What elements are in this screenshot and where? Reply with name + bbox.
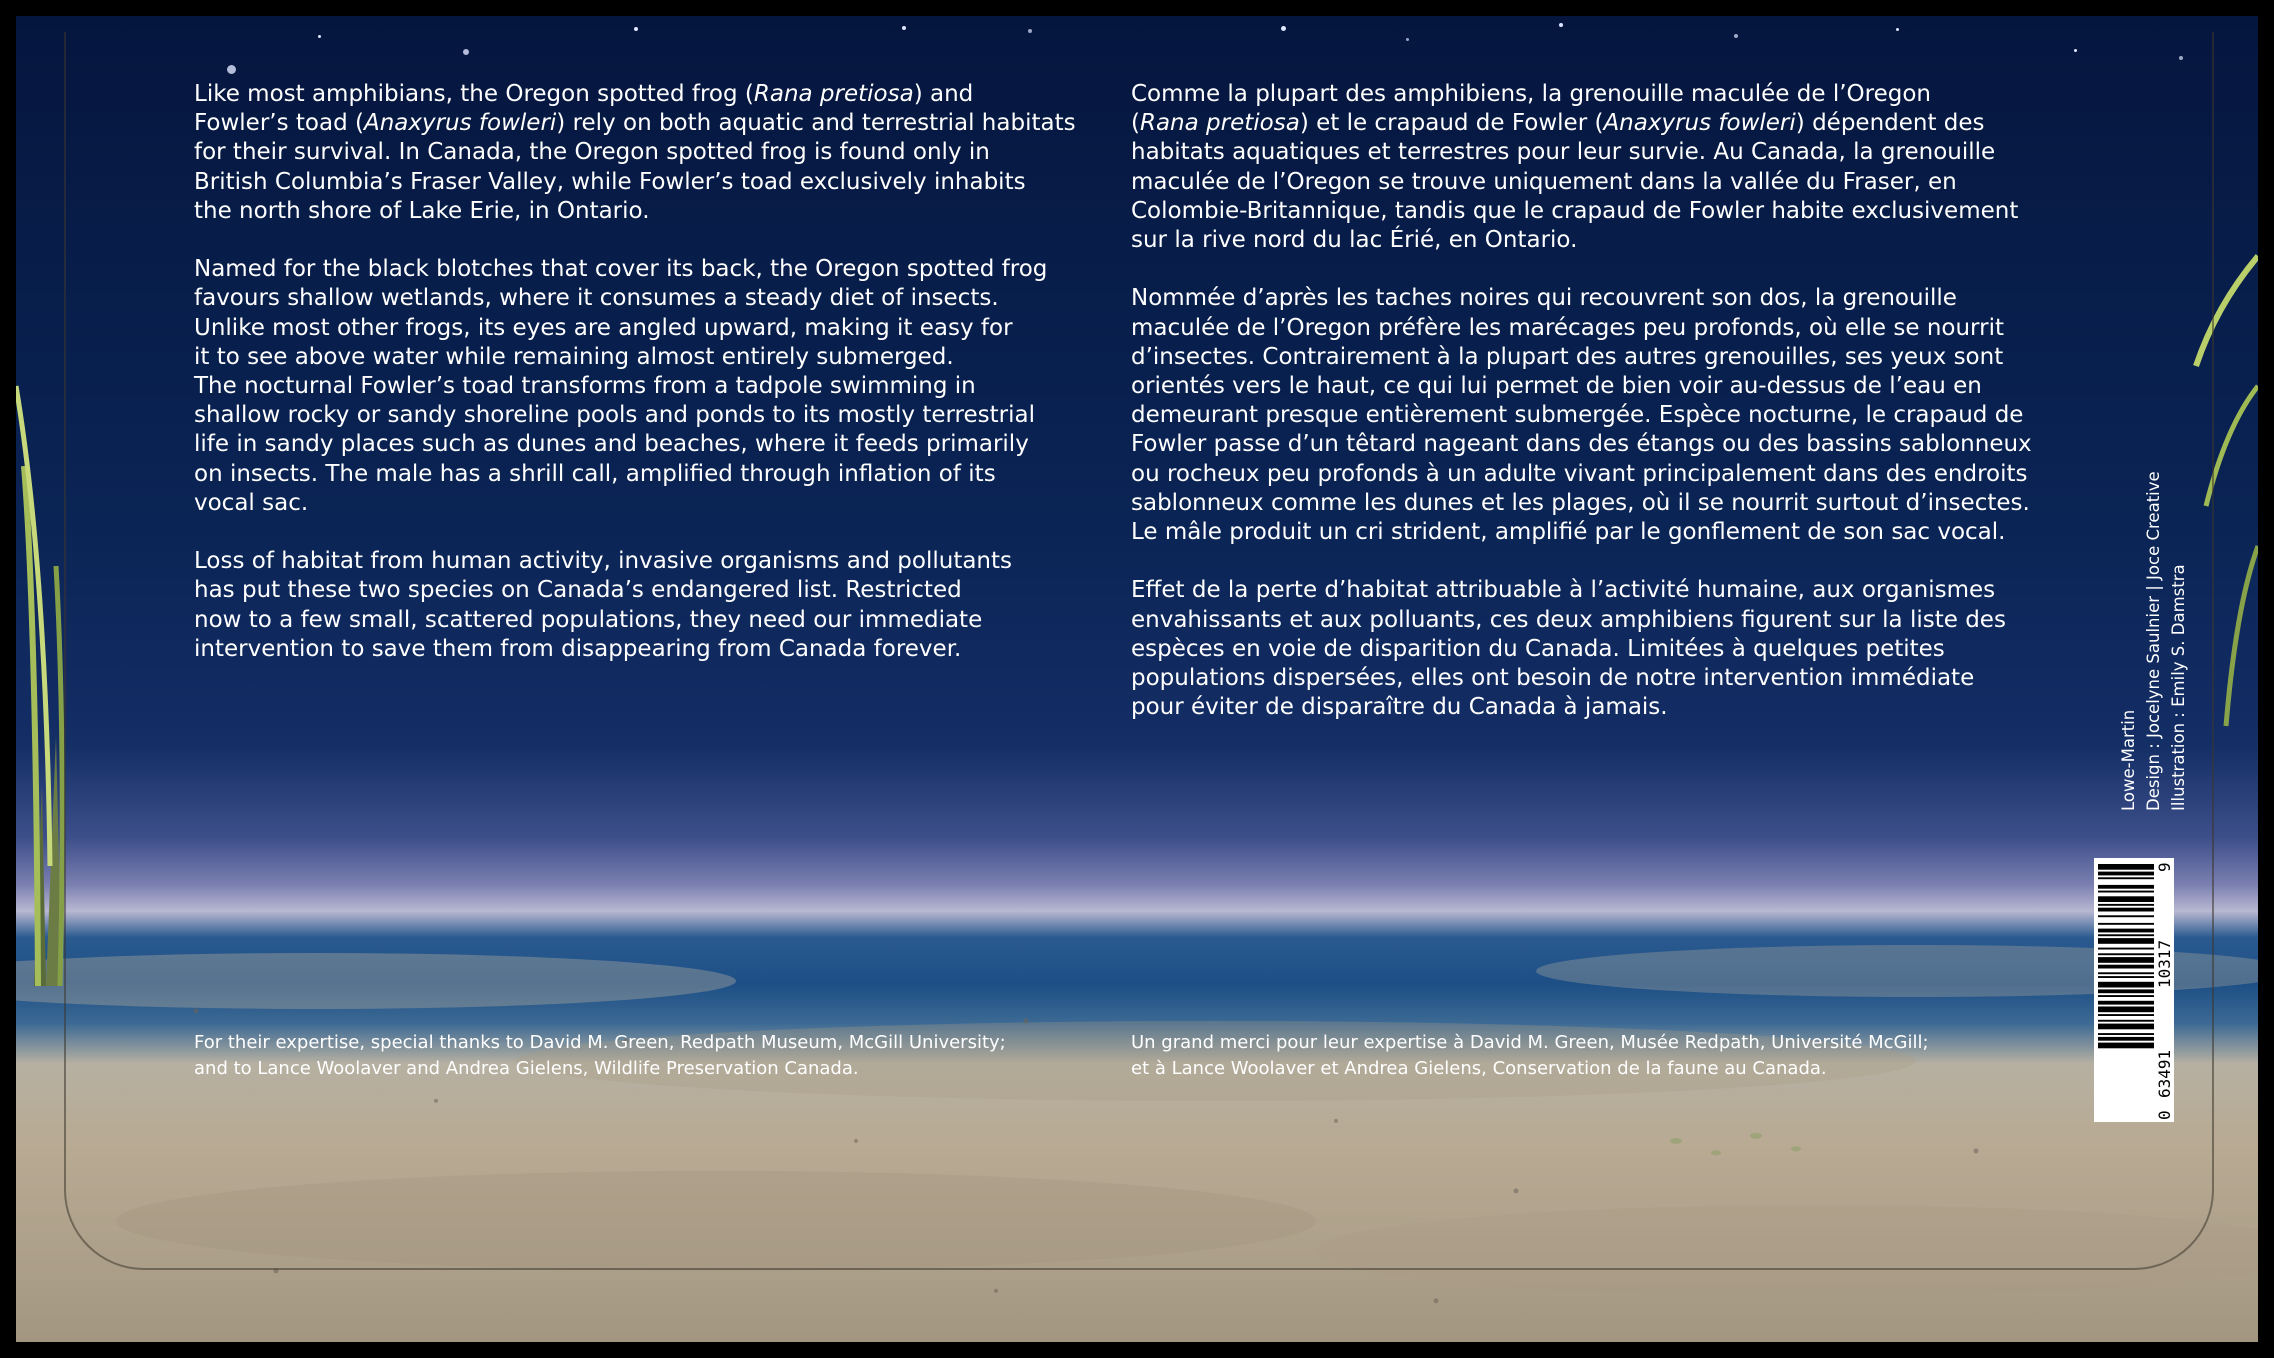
paragraph-1 [1131, 80, 2071, 255]
barcode-group-2: 10317 [2155, 939, 2174, 988]
text-run: ) dépendent des habitats aquatiques et terrestres pour leur survie. Au Canada, la grenouille maculée de l’Oregon se trouve uniquement dans la vallée du Fraser, en Colombie-Britannique, tandis que le crapaud de Fowler habite exclusivement sur la rive nord du lac Érié, en Ontario. [1131, 110, 2019, 254]
species-name: Rana pretiosa [753, 81, 914, 107]
text-run: Nommée d’après les taches noires qui recouvrent son dos, la grenouille maculée de l’Oregon préfère les marécages peu profonds, où elle se nourrit d’insectes. Contrairement à la plupart des autres grenouilles, ses yeux sont orientés vers le haut, ce qui lui permet de bien voir au-dessus de l’eau en demeurant presque entièrement submergée. Espèce nocturne, le crapaud de Fowler passe d’un têtard nageant dans des étangs ou des bassins sablonneux ou rocheux peu profonds à un adulte vivant principalement dans des endroits sablonneux comme les dunes et les plages, où il se nourrit surtout d’insectes. Le mâle produit un cri strident, amplifié par le gonflement de son sac vocal. [1131, 285, 2032, 546]
french-acknowledgements: Un grand merci pour leur expertise à David M. Green, Musée Redpath, Université McGill; et à Lance Woolaver et Andrea Gielens, Conservation de la faune au Canada. [1131, 1032, 1929, 1079]
text-run: Comme la plupart des amphibiens, la grenouille maculée de l’Oregon ( [1131, 81, 1931, 137]
species-name: Anaxyrus fowleri [1603, 110, 1796, 137]
text-run: Effet de la perte d’habitat attribuable à l’activité humaine, aux organismes envahissants et aux polluants, ces deux amphibiens figurent sur la liste des espèces en voie de disparition du Canada. Limitées à quelques petites populations dispersées, elles ont besoin de notre intervention immédiate pour éviter de disparaître du Canada à jamais. [1131, 577, 2006, 721]
design-credits [2116, 411, 2191, 811]
paragraph-2 [1131, 284, 2071, 547]
text-run: Like most amphibians, the Oregon spotted frog ( [194, 81, 754, 107]
species-name: Rana pretiosa [1139, 110, 1300, 137]
printer-credit: Lowe-Martin [2119, 709, 2138, 811]
barcode-check-digit: 9 [2155, 862, 2174, 872]
star [1281, 26, 1286, 31]
english-text-column [194, 80, 1094, 693]
paragraph-2 [194, 255, 1094, 518]
text-run: Loss of habitat from human activity, invasive organisms and pollutants has put these two species on Canada’s endangered list. Restricted now to a few small, scattered populations, they need our immediate intervention to save them from disappearing from Canada forever. [194, 548, 1013, 662]
barcode-group-1: 63491 [2155, 1049, 2174, 1098]
paragraph-1 [194, 80, 1094, 226]
paragraph-3 [194, 547, 1094, 664]
stamp-booklet-back [16, 16, 2258, 1342]
star [634, 27, 638, 31]
text-run: Named for the black blotches that cover its back, the Oregon spotted frog favours shallow wetlands, where it consumes a steady diet of insects. Unlike most other frogs, its eyes are angled upward, making it easy for it to see above water while remaining almost entirely submerged. The nocturnal Fowler’s toad transforms from a tadpole swimming in shallow rocky or sandy shoreline pools and ponds to its mostly terrestrial life in sandy places such as dunes and beaches, where it feeds primarily on insects. The male has a shrill call, amplified through inflation of its vocal sac. [194, 256, 1048, 516]
barcode-graphic [2094, 858, 2174, 1122]
barcode-lead-digit: 0 [2155, 1110, 2174, 1120]
star [902, 26, 906, 30]
french-text-column [1131, 80, 2071, 752]
text-run: ) et le crapaud de Fowler ( [1299, 110, 1604, 137]
star [1559, 23, 1563, 27]
illustration-credit: Illustration : Emily S. Damstra [2169, 564, 2188, 811]
barcode [2094, 858, 2174, 1122]
english-acknowledgements: For their expertise, special thanks to David M. Green, Redpath Museum, McGill University; and to Lance Woolaver and Andrea Gielens, Wildlife Preservation Canada. [194, 1032, 1006, 1079]
text-run: ) and Fowler’s toad ( [194, 81, 974, 137]
text-run: ) rely on both aquatic and terrestrial habitats for their survival. In Canada, the Oregon spotted frog is found only in British Columbia’s Fraser Valley, while Fowler’s toad exclusively inhabits the north shore of Lake Erie, in Ontario. [194, 110, 1076, 224]
design-credit: Design : Jocelyne Saulnier | Joce Creative [2144, 471, 2163, 811]
species-name: Anaxyrus fowleri [363, 110, 557, 137]
star [1896, 28, 1899, 31]
paragraph-3 [1131, 576, 2071, 722]
